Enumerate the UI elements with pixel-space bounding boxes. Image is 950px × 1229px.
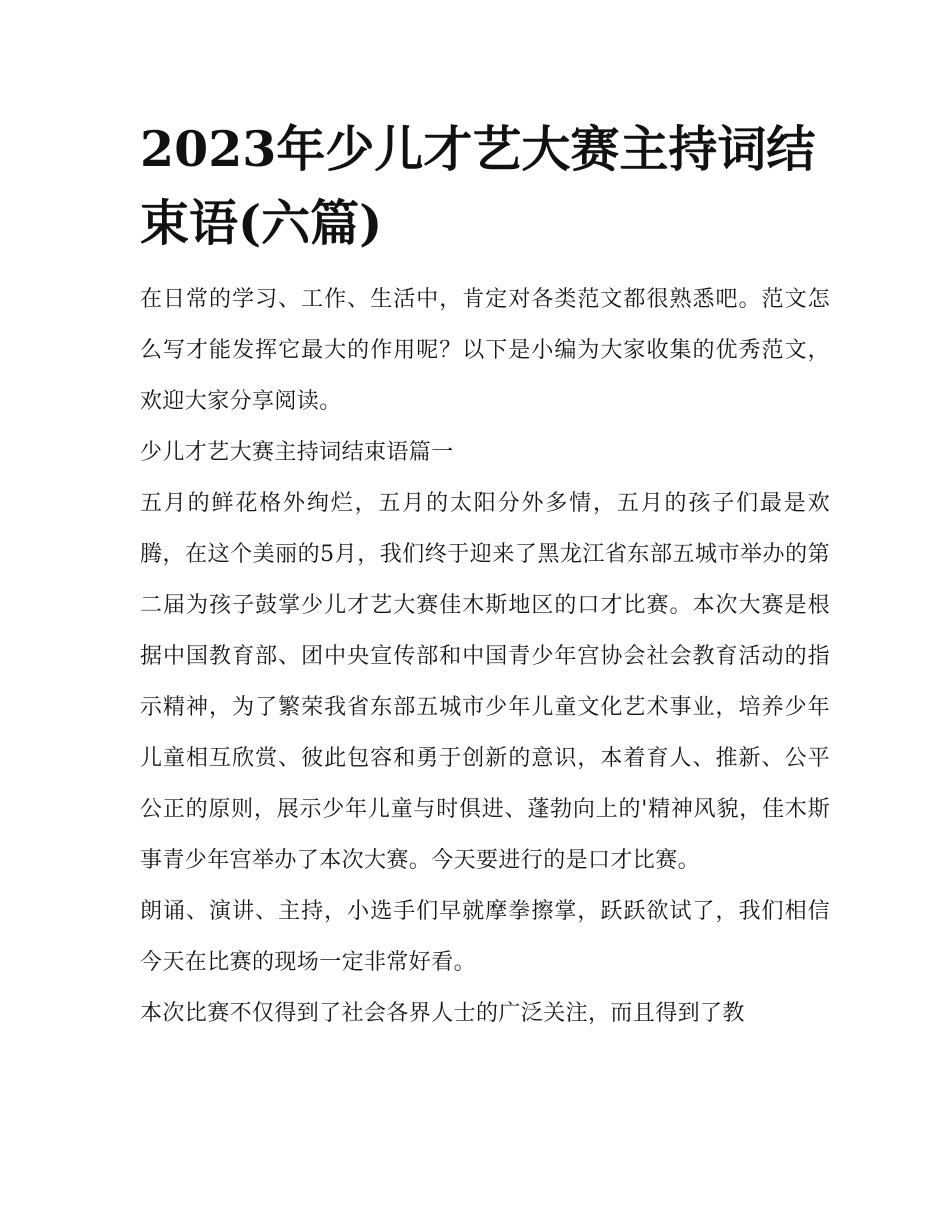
body-paragraph: 五月的鲜花格外绚烂，五月的太阳分外多情，五月的孩子们最是欢腾，在这个美丽的5月，我们终于迎来了黑龙江省东部五城市举办的第二届为孩子鼓掌少儿才艺大赛佳木斯地区的口才比赛。本次大赛是根据中国教育部、团中央宣传部和中国青少年宫协会社会教育活动的指示精神，为了繁荣我省东部五城市少年儿童文化艺术事业，培养少年儿童相互欣赏、彼此包容和勇于创新的意识，本着育人、推新、公平公正的原则，展示少年儿童与时俱进、蓬勃向上的'精神风貌，佳木斯事青少年宫举办了本次大赛。今天要进行的是口才比赛。	[140, 491, 830, 873]
body-paragraph: 朗诵、演讲、主持，小选手们早就摩拳擦掌，跃跃欲试了，我们相信今天在比赛的现场一定非常好看。	[140, 899, 830, 975]
document-title: 2023年少儿才艺大赛主持词结束语(六篇)	[140, 120, 816, 252]
section-heading: 少儿才艺大赛主持词结束语篇一	[140, 440, 454, 465]
document-body	[140, 274, 830, 1039]
body-paragraph: 本次比赛不仅得到了社会各界人士的广泛关注，而且得到了教	[140, 1001, 745, 1026]
intro-paragraph: 在日常的学习、工作、生活中，肯定对各类范文都很熟悉吧。范文怎么写才能发挥它最大的作用呢？以下是小编为大家收集的优秀范文，欢迎大家分享阅读。	[140, 287, 830, 414]
